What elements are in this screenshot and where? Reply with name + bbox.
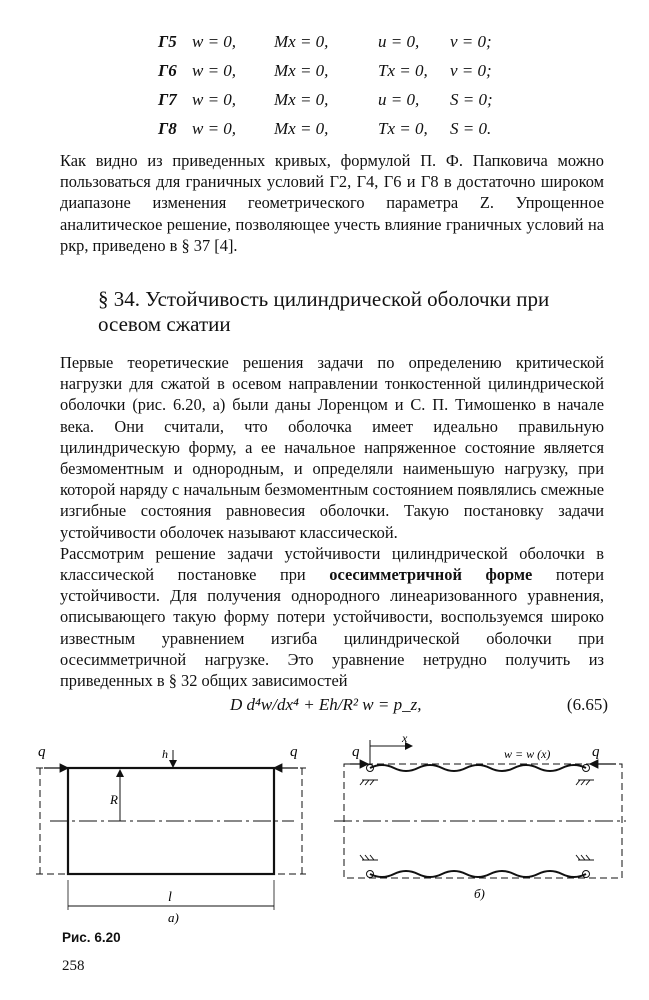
bc-cell: S = 0; [450,90,493,109]
load-label-right: q [290,744,298,760]
bc-label: Г8 [158,119,177,138]
equation-number: (6.65) [566,695,608,714]
paragraph-2-end: потери устойчивости. Для получения однородного линеаризованного уравнения, описывающего такую форму потери устойчивости, воспользуемся широко известным уравнением изгиба цилиндрической оболочки при осесимметричной нагрузке. Это уравнение нетрудно получить из приведенных в § 32 общих зависимостей [60,565,605,691]
hinge-bottom-right [576,855,594,860]
bc-row [158,114,522,143]
bc-row [158,56,522,85]
figure-caption: Рис. 6.20 [62,930,121,945]
bc-label: Г7 [158,90,177,109]
bc-cell: w = 0, [192,90,237,109]
radius-label: R [110,792,118,807]
figure-a-cylinder [36,750,306,910]
x-axis-label: x [402,731,408,745]
bc-cell: u = 0, [378,90,420,109]
equation-6-65 [230,686,608,726]
bc-label: Г5 [158,32,177,51]
load-label-left-b: q [352,744,360,760]
bc-cell: v = 0; [450,61,492,80]
bc-cell: Mx = 0, [274,119,329,138]
equation-formula: D d⁴w/dx⁴ + Eh/R² w = p_z, [230,695,422,714]
deflection-label: w = w (x) [504,747,551,761]
load-label-right-b: q [592,744,600,760]
length-label: l [168,890,172,905]
paragraph-1: Первые теоретические решения задачи по определению критической нагрузки для сжатой в осевом направлении тонкостенной цилиндрической оболочки (рис. 6.20, а) были даны Лоренцом и С. П. Тимошенко в начале века. Они считали, что оболочка имеет идеально правильную цилиндрическую форму, а ее начальное напряженное состояние является безмоментным и однородным, и определяли наименьшую нагрузку, при которой наряду с начальным безмоментным состоянием появлялись смежные изгибные состояния равновесия оболочки. Такую постановку задачи устойчивости оболочек называют классической. [60,353,604,542]
bc-cell: Mx = 0, [274,90,329,109]
paragraph-2 [60,543,604,691]
thickness-label: h [162,747,168,761]
bc-label: Г6 [158,61,177,80]
figure-6-20 [30,730,630,930]
bc-cell: Tx = 0, [378,119,428,138]
paragraph-2-bold: осесимметричной форме [329,565,533,585]
page-number: 258 [62,958,85,974]
bc-row [158,27,522,56]
intro-paragraph [60,150,604,256]
bc-cell: v = 0; [450,32,492,51]
bc-cell: w = 0, [192,61,237,80]
hinge-top-right [576,780,594,785]
deflected-surface-top [370,765,586,771]
load-label-left: q [38,744,46,760]
bc-cell: w = 0, [192,119,237,138]
subfigure-b-label: б) [474,886,485,901]
hinge-bottom-left [360,855,378,860]
bc-row [158,85,522,114]
deflected-surface-bottom [370,871,586,877]
subfigure-a-label: а) [168,910,179,925]
section-heading: § 34. Устойчивость цилиндрической оболочки при осевом сжатии [98,287,550,336]
intro-paragraph-text: Как видно из приведенных кривых, формулой П. Ф. Папковича можно пользоваться для граничных условий Г2, Г4, Г6 и Г8 в достаточно широком диапазоне изменения геометрического параметра Z. Упрощенное аналитическое решение, позволяющее учесть влияние граничных условий на pкр, приведено в § 37 [4]. [60,151,604,255]
main-text [60,352,604,691]
bc-cell: Tx = 0, [378,61,428,80]
boundary-conditions [158,27,522,143]
bc-cell: Mx = 0, [274,61,329,80]
figure-b-buckled-shell [334,740,626,878]
bc-cell: w = 0, [192,32,237,51]
bc-cell: S = 0. [450,119,492,138]
bc-cell: u = 0, [378,32,420,51]
paragraph-2-start: Рассмотрим решение задачи устойчивости цилиндрической оболочки в классической постановке при [60,543,604,585]
bc-cell: Mx = 0, [274,32,329,51]
hinge-top-left [360,780,378,785]
